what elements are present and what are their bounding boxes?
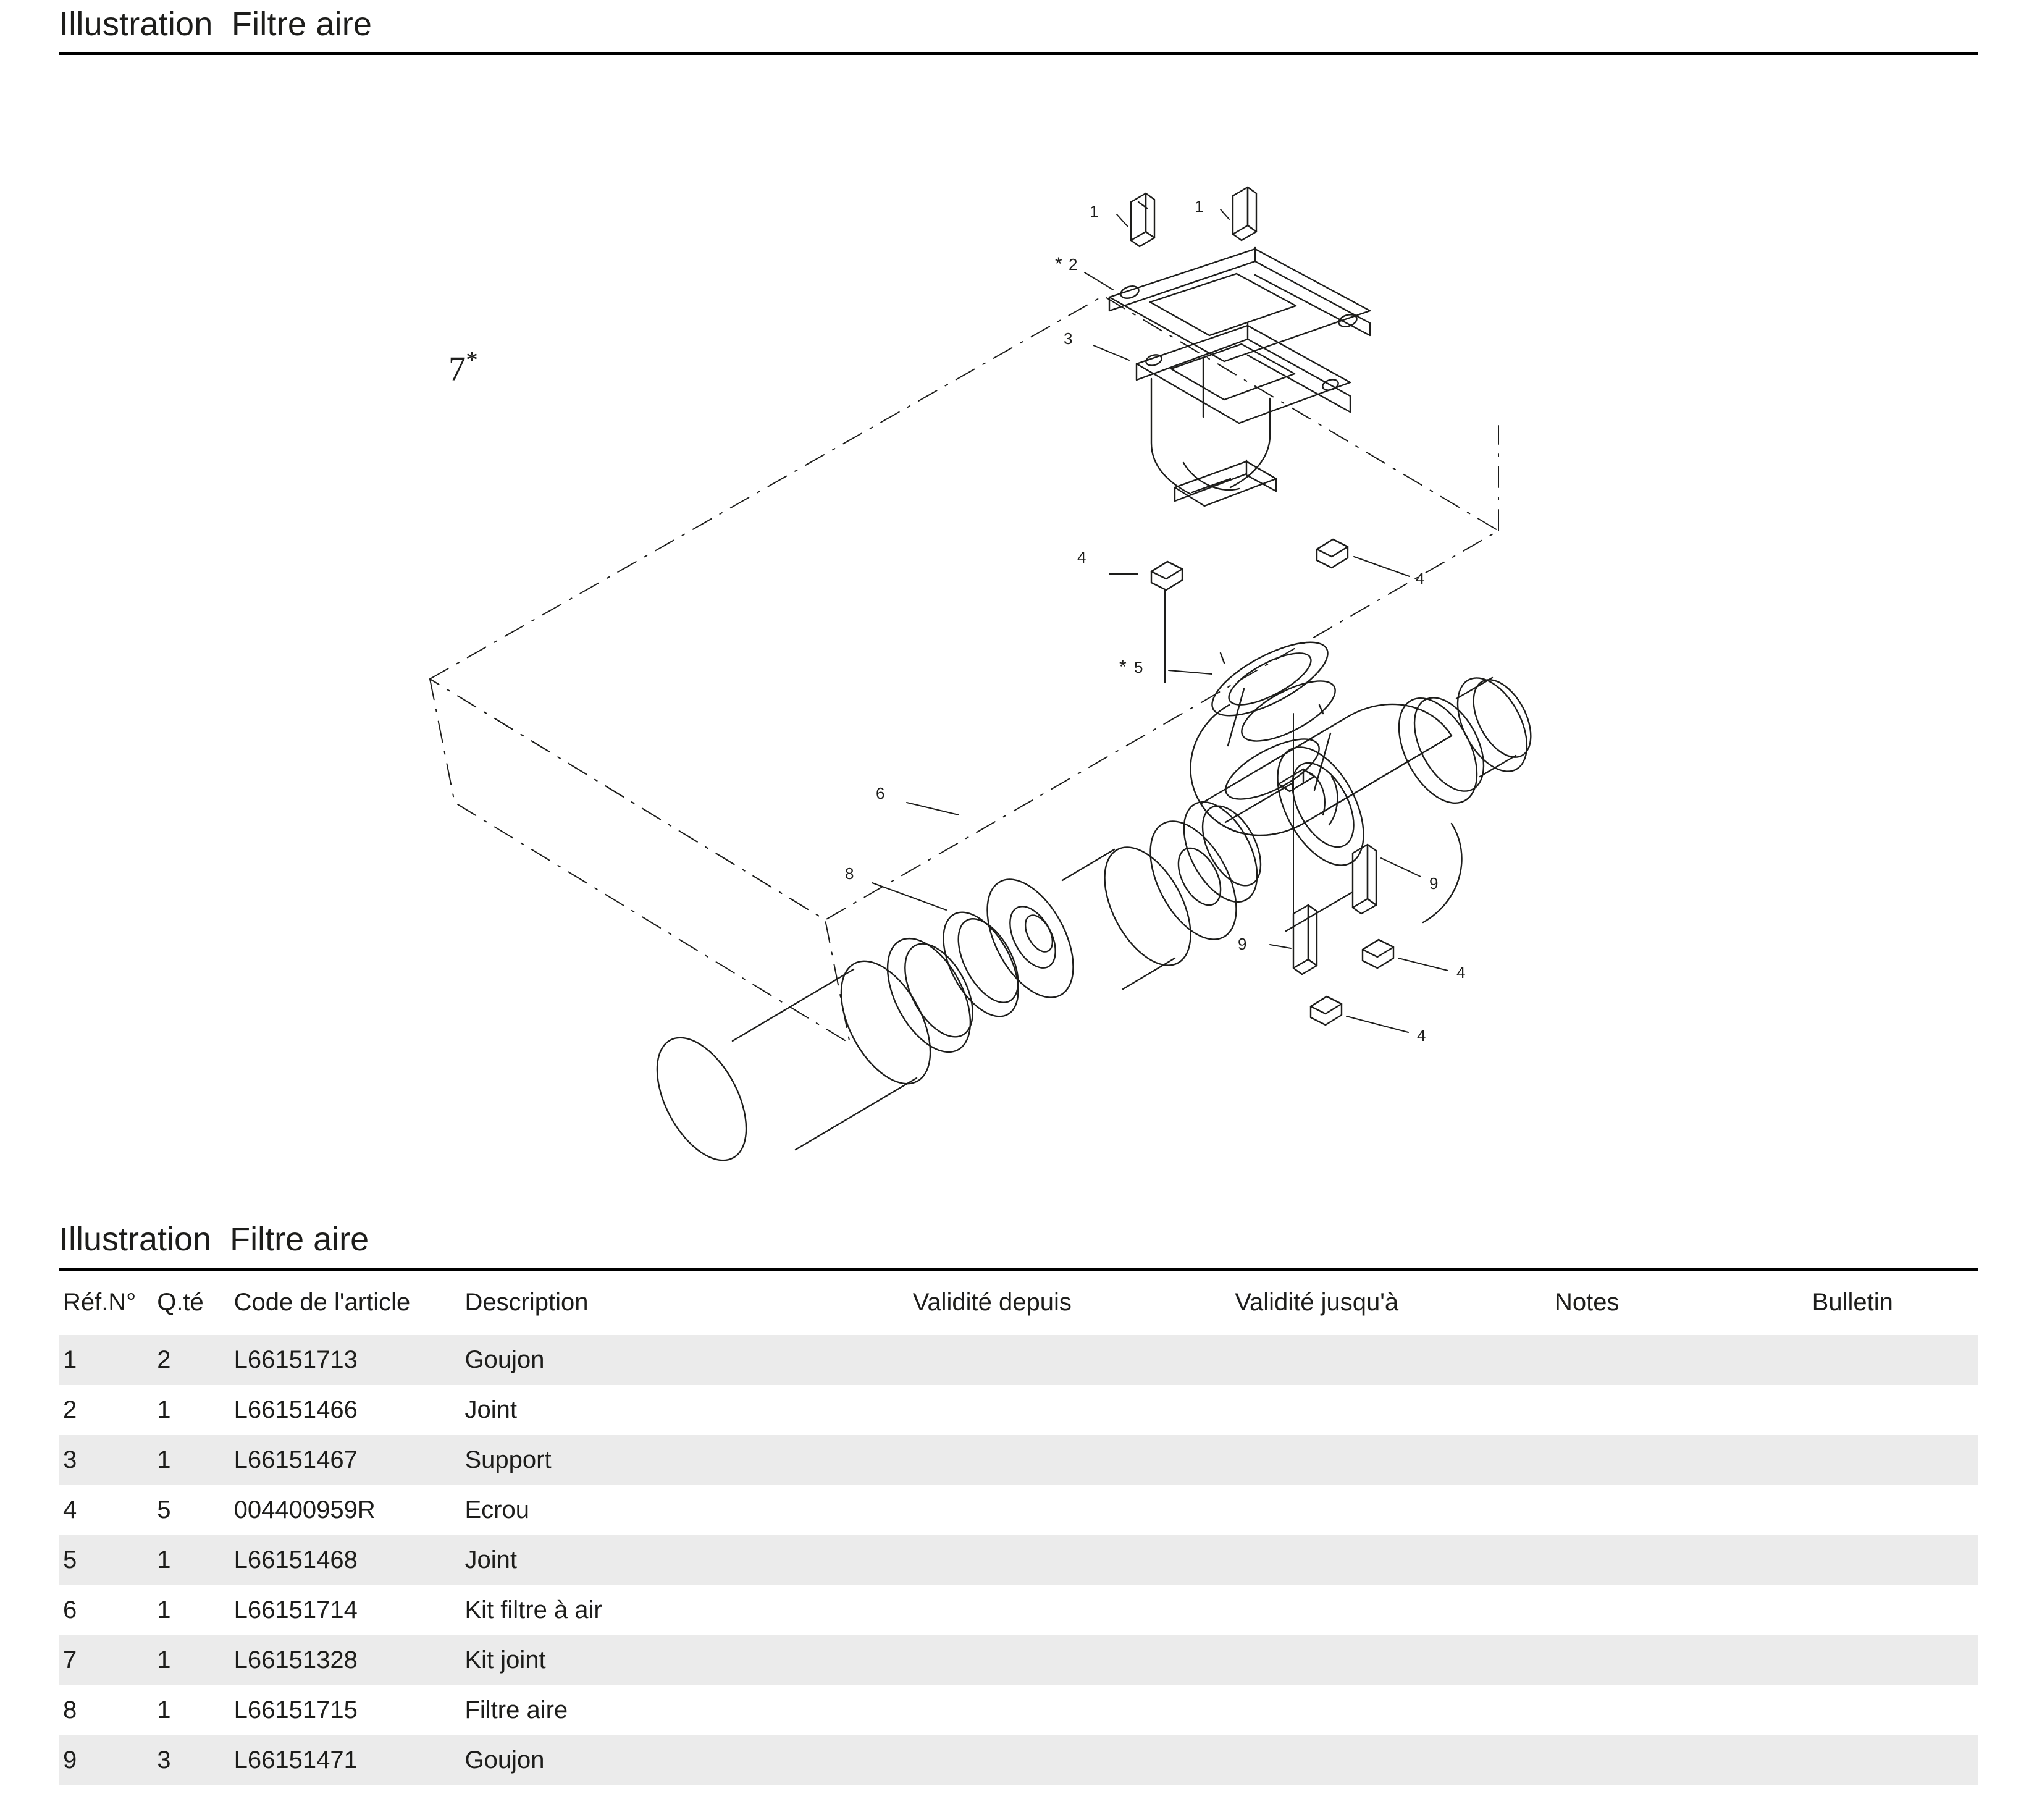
table-row[interactable] xyxy=(59,1635,1978,1685)
cell-ref: 2 xyxy=(63,1396,77,1423)
table-row[interactable] xyxy=(59,1685,1978,1735)
cell-notes xyxy=(1555,1535,1812,1585)
table-row[interactable] xyxy=(59,1435,1978,1485)
cell-valid-to xyxy=(1235,1635,1555,1685)
cell-code: L66151466 xyxy=(233,1396,358,1423)
svg-text:4: 4 xyxy=(1416,569,1425,588)
cell-bulletin xyxy=(1812,1485,1978,1535)
cell-valid-to xyxy=(1235,1435,1555,1485)
cell-ref: 5 xyxy=(63,1546,77,1574)
cell-code: L66151328 xyxy=(233,1646,358,1674)
svg-text:2: 2 xyxy=(1069,255,1078,274)
svg-text:1: 1 xyxy=(1090,202,1099,221)
table-header xyxy=(59,1285,1978,1335)
section-title: Illustration Filtre aire xyxy=(59,1221,369,1258)
cell-qty: 1 xyxy=(157,1546,171,1574)
cell-valid-to xyxy=(1235,1685,1555,1735)
cell-valid-from xyxy=(913,1635,1235,1685)
parts-table xyxy=(59,1285,1978,1785)
table-header-row xyxy=(59,1285,1978,1335)
cell-qty: 3 xyxy=(157,1746,171,1774)
cell-ref: 9 xyxy=(63,1746,77,1774)
cell-qty: 1 xyxy=(157,1446,171,1473)
cell-valid-to xyxy=(1235,1385,1555,1435)
column-header-valid-to: Validité jusqu'à xyxy=(1235,1289,1399,1316)
column-header-bulletin: Bulletin xyxy=(1812,1289,1893,1316)
cell-bulletin xyxy=(1812,1685,1978,1735)
air-filter-exploded-diagram xyxy=(59,55,1978,1216)
svg-text:*: * xyxy=(1119,657,1127,677)
table-row[interactable] xyxy=(59,1385,1978,1435)
cell-description: Filtre aire xyxy=(464,1696,568,1724)
cell-qty: 1 xyxy=(157,1596,171,1624)
cell-bulletin xyxy=(1812,1585,1978,1635)
cell-code: L66151714 xyxy=(233,1596,358,1624)
svg-text:3: 3 xyxy=(1064,329,1073,348)
cell-notes xyxy=(1555,1485,1812,1535)
cell-valid-from xyxy=(913,1485,1235,1535)
svg-text:6: 6 xyxy=(876,784,885,803)
cell-notes xyxy=(1555,1685,1812,1735)
cell-notes xyxy=(1555,1585,1812,1635)
cell-bulletin xyxy=(1812,1635,1978,1685)
svg-text:4: 4 xyxy=(1456,963,1466,982)
svg-text:9: 9 xyxy=(1429,874,1439,893)
cell-ref: 4 xyxy=(63,1496,77,1523)
svg-text:4: 4 xyxy=(1077,548,1086,567)
svg-text:*: * xyxy=(1055,254,1062,274)
cell-valid-from xyxy=(913,1735,1235,1785)
cell-notes xyxy=(1555,1435,1812,1485)
cell-code: L66151467 xyxy=(233,1446,358,1473)
cell-description: Kit joint xyxy=(464,1646,546,1674)
cell-ref: 1 xyxy=(63,1346,77,1373)
cell-code: L66151715 xyxy=(233,1696,358,1724)
cell-ref: 3 xyxy=(63,1446,77,1473)
cell-code: L66151468 xyxy=(233,1546,358,1574)
cell-valid-from xyxy=(913,1585,1235,1635)
cell-qty: 1 xyxy=(157,1646,171,1674)
cell-bulletin xyxy=(1812,1385,1978,1435)
cell-code: L66151471 xyxy=(233,1746,358,1774)
cell-code: 004400959R xyxy=(233,1496,376,1523)
cell-qty: 1 xyxy=(157,1696,171,1724)
cell-notes xyxy=(1555,1735,1812,1785)
cell-valid-from xyxy=(913,1385,1235,1435)
cell-notes xyxy=(1555,1635,1812,1685)
cell-valid-to xyxy=(1235,1585,1555,1635)
cell-ref: 8 xyxy=(63,1696,77,1724)
page-title: Illustration Filtre aire xyxy=(59,6,372,43)
cell-valid-from xyxy=(913,1335,1235,1385)
cell-notes xyxy=(1555,1335,1812,1385)
cell-bulletin xyxy=(1812,1435,1978,1485)
cell-description: Support xyxy=(464,1446,552,1473)
cell-valid-from xyxy=(913,1435,1235,1485)
cell-bulletin xyxy=(1812,1735,1978,1785)
callout-7-marker: * xyxy=(466,346,478,374)
table-row[interactable] xyxy=(59,1735,1978,1785)
cell-description: Goujon xyxy=(464,1346,545,1373)
column-header-qty: Q.té xyxy=(157,1289,204,1316)
cell-ref: 7 xyxy=(63,1646,77,1674)
cell-description: Goujon xyxy=(464,1746,545,1774)
svg-text:4: 4 xyxy=(1417,1026,1426,1045)
column-header-ref: Réf.N° xyxy=(63,1289,137,1316)
svg-text:1: 1 xyxy=(1195,197,1204,216)
cell-notes xyxy=(1555,1385,1812,1435)
svg-text:8: 8 xyxy=(845,864,854,883)
cell-valid-to xyxy=(1235,1735,1555,1785)
cell-description: Kit filtre à air xyxy=(464,1596,602,1624)
cell-qty: 2 xyxy=(157,1346,171,1373)
cell-ref: 6 xyxy=(63,1596,77,1624)
table-row[interactable] xyxy=(59,1485,1978,1535)
cell-valid-to xyxy=(1235,1535,1555,1585)
section-divider xyxy=(59,1268,1978,1271)
cell-valid-from xyxy=(913,1535,1235,1585)
cell-code: L66151713 xyxy=(233,1346,358,1373)
table-body xyxy=(59,1335,1978,1785)
cell-valid-to xyxy=(1235,1335,1555,1385)
column-header-notes: Notes xyxy=(1555,1289,1620,1316)
svg-text:9: 9 xyxy=(1238,935,1247,953)
cell-valid-to xyxy=(1235,1485,1555,1535)
cell-bulletin xyxy=(1812,1335,1978,1385)
cell-description: Ecrou xyxy=(464,1496,529,1523)
cell-description: Joint xyxy=(464,1396,517,1423)
cell-description: Joint xyxy=(464,1546,517,1574)
svg-text:5: 5 xyxy=(1134,658,1143,676)
table-row[interactable] xyxy=(59,1535,1978,1585)
column-header-code: Code de l'article xyxy=(233,1289,411,1316)
cell-qty: 5 xyxy=(157,1496,171,1523)
cell-valid-from xyxy=(913,1685,1235,1735)
cell-qty: 1 xyxy=(157,1396,171,1423)
cell-bulletin xyxy=(1812,1535,1978,1585)
column-header-desc: Description xyxy=(464,1289,589,1316)
illustration-area xyxy=(59,55,1978,1216)
callout-7-label: 7 xyxy=(448,350,466,389)
table-row[interactable] xyxy=(59,1585,1978,1635)
table-row[interactable] xyxy=(59,1335,1978,1385)
column-header-valid-from: Validité depuis xyxy=(912,1289,1072,1316)
